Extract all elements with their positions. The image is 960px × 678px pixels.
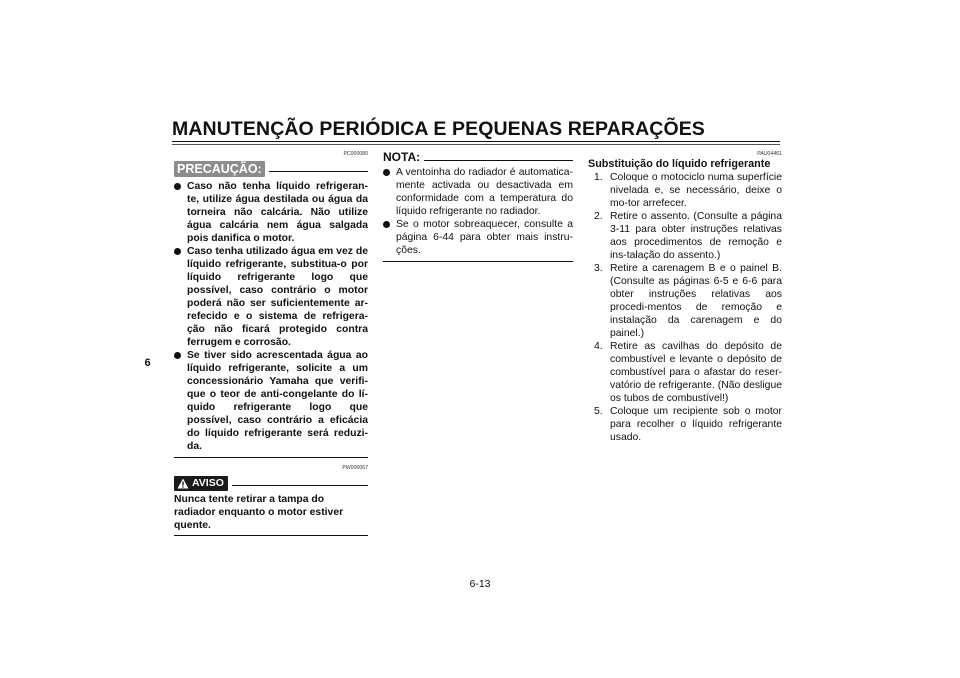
warning-block <box>174 464 368 536</box>
caution-item-text: Caso não tenha líquido refrigeran-te, utilize água destilada ou água da torneira não calcária. Não utilize água calcária nem água salgada pois danifica o motor. <box>187 181 368 244</box>
title-rule <box>172 141 780 142</box>
step-number: 2. <box>594 211 603 222</box>
caution-end-rule <box>174 457 368 458</box>
step-text: Retire a carenagem B e o painel B. (Consulte as páginas 6-5 e 6-6 para obter instruções relativas aos procedi-mentos de remoção e instalação da carenagem e do painel.) <box>610 263 782 339</box>
step-text: Retire o assento. (Consulte a página 3-11 para obter instruções relativas aos procedimentos de remoção e ins-talação do assento.) <box>610 211 782 261</box>
warning-heading-rule <box>232 485 368 486</box>
step-number: 4. <box>594 341 603 352</box>
note-item-text: Se o motor sobreaquecer, consulte a página 6-44 para obter mais instru-ções. <box>396 219 573 256</box>
list-item <box>383 218 573 257</box>
list-item <box>588 340 782 405</box>
step-text: Coloque o motociclo numa superfície nivelada e, se necessário, deixe o mo-tor arrefecer. <box>610 172 782 209</box>
bullet-icon <box>174 352 181 359</box>
caution-heading <box>174 161 368 177</box>
caution-code: PC000080 <box>343 151 368 157</box>
note-label: NOTA: <box>383 149 421 164</box>
warning-code: PW000067 <box>342 465 368 471</box>
list-item <box>588 405 782 444</box>
bullet-icon <box>174 248 181 255</box>
caution-item-text: Se tiver sido acrescentada água ao líquido refrigerante, solicite a um concessionário Yamaha que verifi-que o teor de anti-congelante do lí-quido refrigerante logo que possível, caso contrário a eficácia do líquido refrigerante será reduzi-da. <box>187 350 368 452</box>
page-title: MANUTENÇÃO PERIÓDICA E PEQUENAS REPARAÇÕES <box>172 118 705 140</box>
procedure-code: PAU04461 <box>757 151 782 157</box>
list-item <box>383 166 573 218</box>
note-item-text: A ventoinha do radiador é automatica-mente activada ou desactivada em conformidade com a temperatura do líquido refrigerante no radiador. <box>396 167 573 217</box>
warning-text: Nunca tente retirar a tampa do radiador enquanto o motor estiver quente. <box>174 494 344 531</box>
note-list <box>383 166 573 257</box>
list-item <box>174 245 368 349</box>
list-item <box>174 180 368 245</box>
bullet-icon <box>383 221 390 228</box>
caution-heading-rule <box>269 171 368 172</box>
procedure-title: Substituição do líquido refrigerante <box>588 158 771 170</box>
chapter-tab: 6 <box>144 357 151 369</box>
caution-column <box>174 150 368 536</box>
warning-badge <box>174 476 228 491</box>
list-item <box>588 171 782 210</box>
page-number: 6-13 <box>469 578 491 590</box>
step-number: 1. <box>594 172 603 183</box>
warning-end-rule <box>174 535 368 536</box>
warning-label: AVISO <box>192 476 224 489</box>
step-text: Coloque um recipiente sob o motor para recolher o líquido refrigerante usado. <box>610 406 782 443</box>
note-end-rule <box>383 261 573 262</box>
caution-list <box>174 180 368 453</box>
step-number: 5. <box>594 406 603 417</box>
step-number: 3. <box>594 263 603 274</box>
caution-item-text: Caso tenha utilizado água em vez de líquido refrigerante, substitua-o por líquido refrigerante logo que possível, caso contrário o motor poderá não ser suficientemente ar-refecido e o sistema de refrigera-ção não ficará protegido contra ferrugem e corrosão. <box>187 246 368 348</box>
note-heading-rule <box>424 160 573 161</box>
procedure-column <box>588 150 782 444</box>
procedure-steps <box>588 171 782 444</box>
warning-heading <box>174 475 368 491</box>
bullet-icon <box>383 169 390 176</box>
list-item <box>588 262 782 340</box>
caution-badge: PRECAUÇÃO: <box>174 161 265 177</box>
note-heading <box>383 150 573 164</box>
title-rule-thin <box>172 144 780 145</box>
list-item <box>174 349 368 453</box>
step-text: Retire as cavilhas do depósito de combustível e levante o depósito de combustível para o afastar do reser-vatório de refrigerante. (Não desligue os tubos de combustível!) <box>610 341 782 404</box>
bullet-icon <box>174 183 181 190</box>
list-item <box>588 210 782 262</box>
warning-triangle-icon <box>177 478 189 489</box>
note-column <box>383 150 573 262</box>
